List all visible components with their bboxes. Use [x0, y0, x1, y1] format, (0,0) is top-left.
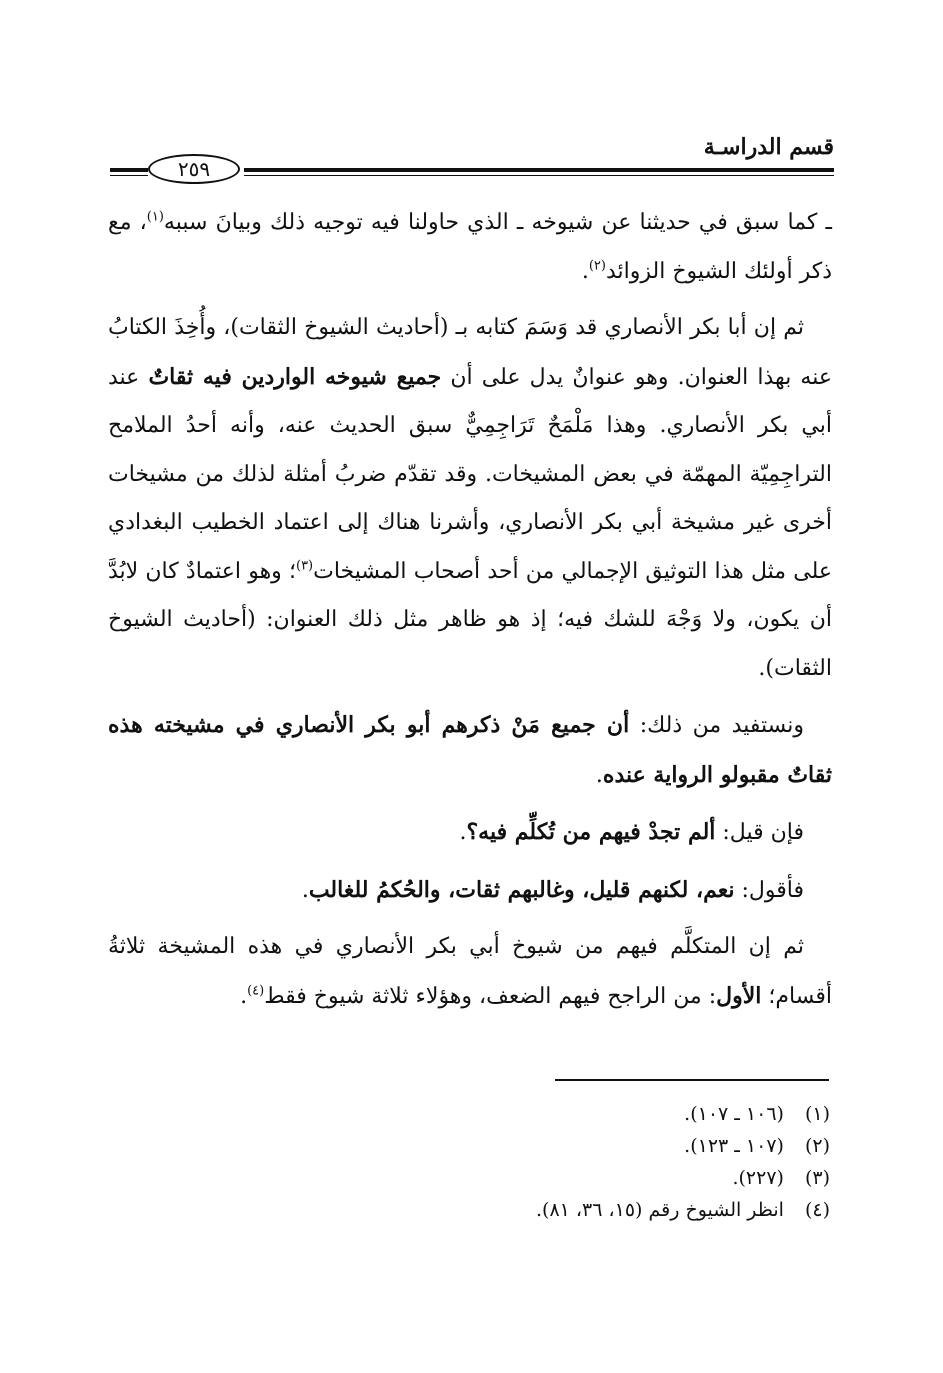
text-run: ، مع ذكر أولئك الشيوخ الزوائد	[108, 210, 832, 284]
bold-phrase: أن جميع مَنْ ذكرهم أبو بكر الأنصاري في مشيخته هذه ثقاتٌ مقبولو الرواية عنده	[108, 712, 832, 788]
paragraph-1	[108, 199, 832, 296]
footnote-separator	[555, 1079, 829, 1081]
footnote-number: (٤)	[804, 1199, 830, 1221]
footnote-2	[108, 1130, 830, 1162]
bold-phrase: نعم، لكنهم قليل، وغالبهم ثقات، والحُكمُ للغالب	[308, 876, 735, 903]
running-section-title: قسم الدراسـة	[703, 134, 834, 160]
text-run: .	[301, 877, 309, 903]
text-run: فإن قيل:	[715, 820, 804, 845]
header-rule-left-thick	[110, 168, 148, 172]
text-run: .	[459, 820, 467, 845]
footnote-text: (١٠٧ ـ ١٢٣).	[684, 1135, 784, 1157]
text-run: .	[581, 258, 589, 284]
footnote-text: انظر الشيوخ رقم (١٥، ٣٦، ٨١).	[535, 1199, 784, 1221]
text-run: فأقول:	[734, 877, 804, 903]
footnote-text: (١٠٦ ـ ١٠٧).	[684, 1103, 784, 1125]
text-run: ـ كما سبق في حديثنا عن شيوخه ـ الذي حاولنا فيه توجيه ذلك وبيانَ سببه	[163, 210, 832, 235]
text-run: ثم إن المتكلَّم فيهم من شيوخ أبي بكر الأنصاري في هذه المشيخة ثلاثةُ أقسام؛	[108, 934, 832, 1009]
page-header	[104, 134, 834, 184]
footnote-ref-2[interactable]: (٢)	[588, 258, 606, 274]
header-rule-thin	[244, 175, 834, 176]
header-rule-left-thin	[110, 175, 148, 176]
footnote-1	[108, 1098, 830, 1130]
paragraph-2	[108, 304, 832, 693]
text-run: عند أبي بكر الأنصاري. وهذا مَلْمَحٌ تَرَاجِمِيٌّ سبق الحديث عنه، وأنه أحدُ الملامح التراجِمِيّة المهمّة في بعض المشيخات. وقد تقدّم ضربُ أمثلة لذلك من مشيخات أخرى غير مشيخة أبي بكر الأنصاري، وأشرنا هناك إلى اعتماد الخطيب البغدادي على مثل هذا التوثيق الإجمالي من أحد أصحاب المشيخات	[108, 364, 832, 584]
text-run: .	[595, 762, 603, 788]
footnote-number: (١)	[804, 1103, 830, 1125]
footnote-ref-4[interactable]: (٤)	[247, 983, 265, 999]
footnote-number: (٢)	[804, 1135, 830, 1157]
footnote-ref-1[interactable]: (١)	[146, 209, 164, 225]
bold-phrase: جميع شيوخه الواردين فيه ثقاتٌ	[148, 363, 442, 390]
text-run: : من الراجح فيهم الضعف، وهؤلاء ثلاثة شيوخ فقط	[264, 983, 717, 1009]
text-run: .	[240, 983, 248, 1009]
bold-phrase: ألم تجدْ فيهم من تُكلِّم فيه؟	[466, 819, 716, 845]
footnote-3	[108, 1162, 830, 1194]
paragraph-4	[108, 808, 832, 858]
text-run: ثم إن أبا بكر الأنصاري قد وَسَمَ كتابه بـ (أحاديث الشيوخ الثقات)، وأُخِذَ الكتابُ عنه بهذا العنوان. وهو عنوانٌ يدل على أن	[108, 315, 832, 390]
paragraph-5	[108, 866, 832, 916]
footnote-ref-3[interactable]: (٣)	[295, 558, 314, 574]
header-rule-thick	[244, 168, 834, 172]
text-run: ونستفيد من ذلك:	[629, 713, 804, 738]
footnote-number: (٣)	[804, 1167, 830, 1189]
bold-phrase: الأول	[716, 982, 762, 1009]
footnote-text: (٢٢٧).	[732, 1167, 784, 1189]
paragraph-6	[108, 923, 832, 1021]
paragraph-3	[108, 701, 832, 800]
main-text	[108, 199, 832, 1021]
text-run: ؛ وهو اعتمادٌ كان لابُدَّ أن يكون، ولا وَجْهَ للشك فيه؛ إذ هو ظاهر مثل ذلك العنوان: (أحاديث الشيوخ الثقات).	[108, 558, 832, 681]
footnotes	[108, 1098, 830, 1226]
page-number: ٢٥٩	[148, 154, 240, 184]
footnote-4	[108, 1194, 830, 1226]
